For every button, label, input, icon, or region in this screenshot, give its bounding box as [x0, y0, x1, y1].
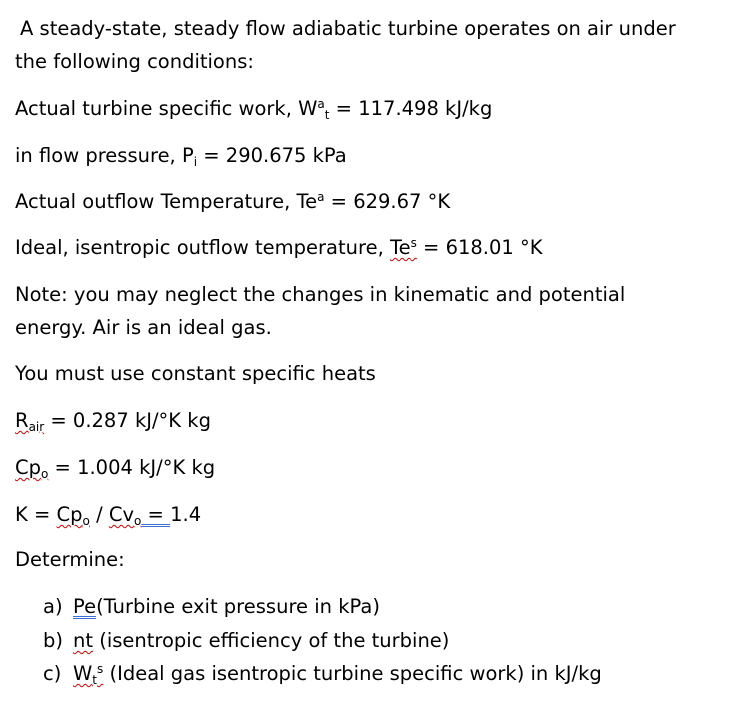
- k-cv-symbol: [109, 503, 142, 526]
- cpo-sub: o: [41, 467, 49, 481]
- k-ratio-line: [15, 503, 201, 527]
- k-prefix: K =: [15, 503, 57, 526]
- item-a-term: Pe: [73, 595, 97, 618]
- inflow-pressure-value: = 290.675 kPa: [197, 144, 347, 167]
- item-c-sup: s: [97, 662, 104, 676]
- item-a-text: (Turbine exit pressure in kPa): [96, 595, 380, 618]
- intro-line-2: the following conditions:: [15, 50, 254, 73]
- k-value: 1.4: [170, 503, 202, 526]
- actual-work-line: [15, 97, 492, 121]
- inflow-pressure-sub: i: [193, 155, 198, 169]
- actual-work-sup: a: [317, 97, 325, 111]
- actual-work-prefix: Actual turbine specific work, W: [15, 97, 318, 120]
- item-b-term: nt: [73, 629, 94, 652]
- k-cp-symbol: [57, 503, 90, 526]
- list-marker-a: a): [43, 595, 63, 618]
- item-c-text: (Ideal gas isentropic turbine specific work) in kJ/kg: [103, 662, 602, 685]
- actual-outflow-temp-sup: a: [317, 190, 325, 204]
- rair-symbol: [15, 409, 44, 432]
- constant-specific-heats-line: You must use constant specific heats: [15, 362, 376, 385]
- list-marker-b: b): [43, 629, 63, 652]
- rair-line: [15, 409, 211, 433]
- actual-outflow-temp-prefix: Actual outflow Temperature, Te: [15, 190, 318, 213]
- isentropic-outflow-temp-line: [15, 236, 543, 260]
- k-cv-sub: o: [134, 514, 142, 528]
- isentropic-outflow-temp-value: = 618.01 °K: [416, 236, 543, 259]
- rair-sub: air: [28, 420, 45, 434]
- isentropic-outflow-temp-sup: s: [410, 236, 417, 250]
- intro-line-1: A steady-state, steady flow adiabatic turbine operates on air under: [20, 17, 676, 40]
- actual-work-sub: t: [324, 108, 330, 122]
- actual-work-value: = 117.498 kJ/kg: [329, 97, 493, 120]
- k-slash: /: [89, 503, 109, 526]
- item-c-term: [73, 662, 103, 685]
- cpo-symbol: [15, 456, 48, 479]
- inflow-pressure-line: [15, 144, 347, 168]
- list-marker-c: c): [43, 662, 62, 685]
- isentropic-te: Te: [389, 236, 411, 259]
- k-cp: Cp: [56, 503, 83, 526]
- rair-r: R: [15, 409, 29, 432]
- rair-value: = 0.287 kJ/°K kg: [44, 409, 211, 432]
- isentropic-outflow-temp-prefix: Ideal, isentropic outflow temperature,: [15, 236, 390, 259]
- cpo-line: [15, 456, 215, 480]
- actual-outflow-temp-value: = 629.67 °K: [324, 190, 451, 213]
- list-item-b: [43, 629, 449, 653]
- note-line-2: energy. Air is an ideal gas.: [15, 316, 272, 339]
- cpo-value: = 1.004 kJ/°K kg: [48, 456, 216, 479]
- inflow-pressure-prefix: in flow pressure, P: [15, 144, 194, 167]
- k-eq: =: [141, 503, 171, 526]
- note-line-1: Note: you may neglect the changes in kinematic and potential: [15, 283, 626, 306]
- determine-heading: Determine:: [15, 548, 125, 571]
- k-cp-sub: o: [82, 514, 90, 528]
- item-c-sub: t: [92, 673, 97, 687]
- isentropic-outflow-temp-symbol: [390, 236, 417, 259]
- list-item-c: [43, 662, 602, 686]
- item-c-w: W: [73, 662, 93, 685]
- cpo-cp: Cp: [15, 456, 41, 479]
- list-item-a: [43, 595, 380, 619]
- k-cv: Cv: [108, 503, 134, 526]
- item-b-text: (isentropic efficiency of the turbine): [93, 629, 450, 652]
- actual-outflow-temp-line: [15, 190, 450, 214]
